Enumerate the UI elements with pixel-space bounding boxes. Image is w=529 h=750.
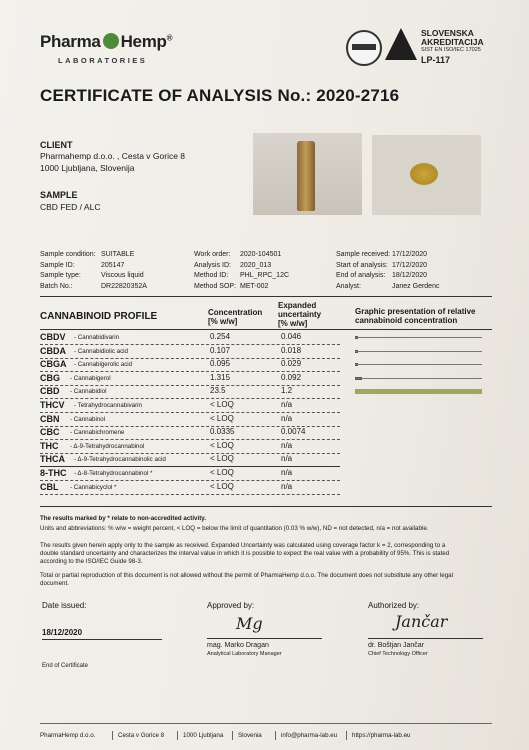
authorized-line (368, 638, 483, 639)
concentration-value: 0.0335 (210, 427, 235, 437)
row-divider (40, 385, 340, 386)
uncertainty-value: n/a (281, 481, 293, 491)
row-divider (40, 398, 340, 399)
table-bottom-divider (40, 506, 492, 507)
uncertainty-value: n/a (281, 413, 293, 423)
authorized-by-label: Authorized by: (368, 601, 420, 610)
sample-name: CBD FED / ALC (40, 202, 101, 212)
footer-divider (40, 723, 492, 724)
info-value: 2020-104501 (240, 251, 282, 258)
cannabinoid-name: - Δ-9-Tetrahydrocannabinol (70, 442, 145, 450)
graph-header: Graphic presentation of relative cannabinoid concentration (355, 307, 476, 325)
uncertainty-value: 1.2 (281, 386, 293, 396)
bar-baseline (355, 351, 482, 352)
date-issued-value: 18/12/2020 (42, 628, 83, 637)
sample-heading: SAMPLE (40, 190, 78, 200)
authorized-title: Chief Technology Officer (368, 651, 428, 657)
row-divider (40, 412, 340, 413)
info-value: DR22820352A (101, 282, 147, 290)
cannabinoid-code: THCA (40, 454, 65, 465)
info-label: Analyst: (336, 282, 361, 290)
bar-baseline (355, 364, 482, 365)
footer-item: Slovenia (238, 732, 262, 739)
client-address-line2: 1000 Ljubljana, Slovenija (40, 163, 135, 173)
row-divider (40, 480, 340, 481)
info-value: SUITABLE (101, 251, 135, 258)
uncertainty-value: 0.046 (281, 332, 302, 341)
concentration-header: Concentration [% w/w] (208, 308, 263, 326)
accreditation-code: LP-117 (421, 55, 451, 65)
note-uncertainty-2: double standard uncertainty and characterizes the interval value in which it is possible to expect the real value with a probability of 95%. This is stated (40, 550, 450, 557)
footer-separator (232, 731, 233, 740)
accreditation-logo-icon (385, 28, 417, 60)
bottle-image (297, 141, 315, 211)
approved-line (207, 638, 322, 639)
page-title: CERTIFICATE OF ANALYSIS No.: 2020-2716 (40, 86, 400, 105)
concentration-value: 0.107 (210, 345, 231, 355)
row-divider (40, 453, 340, 454)
cannabinoid-code: THC (40, 440, 59, 451)
footer-separator (275, 731, 276, 740)
date-line (42, 639, 162, 640)
pharmahemp-logo: Pharma Hemp® (40, 32, 173, 51)
authorized-name: dr. Boštjan Jančar (368, 642, 425, 649)
cannabinoid-name: - Cannabidivarin (74, 334, 120, 341)
cannabinoid-name: - Cannabichromene (70, 429, 125, 437)
cannabinoid-name: - Cannabinol (70, 415, 106, 423)
date-issued-label: Date issued: (42, 601, 87, 610)
info-value: 205147 (101, 261, 125, 269)
cannabinoid-name: - Cannabicyclol * (70, 483, 117, 491)
info-label: End of analysis: (336, 272, 386, 279)
footer-item: PharmaHemp d.o.o. (40, 732, 96, 739)
footer-item[interactable]: info@pharma-lab.eu (281, 732, 338, 739)
approved-name: mag. Marko Dragan (207, 642, 269, 649)
note-accreditation: The results marked by * relate to non-accredited activity. (40, 515, 206, 522)
row-divider (40, 494, 340, 495)
client-address-line1: Pharmahemp d.o.o. , Cesta v Gorice 8 (40, 151, 186, 161)
footer-separator (112, 731, 113, 740)
info-value: 17/12/2020 (392, 261, 428, 269)
uncertainty-header: Expanded uncertainty [% w/w] (278, 301, 322, 328)
uncertainty-value: 0.0074 (281, 427, 306, 437)
cannabinoid-code: CBG (40, 372, 60, 383)
footer-item[interactable]: https://pharma-lab.eu (352, 732, 411, 739)
leaf-icon (103, 33, 119, 49)
end-of-certificate: End of Certificate (42, 663, 89, 669)
info-label: Start of analysis: (336, 261, 388, 269)
concentration-value: 1.315 (210, 372, 231, 382)
concentration-value: 0.095 (210, 359, 231, 369)
sample-drop-photo (372, 135, 481, 215)
cannabinoid-name: - Cannabidiol (70, 388, 107, 396)
footer-item: Cesta v Gorice 8 (118, 732, 165, 739)
cannabinoid-code: CBD (40, 386, 60, 397)
accreditation-name: SLOVENSKA AKREDITACIJA (421, 28, 484, 47)
cannabinoid-code: CBDA (40, 345, 66, 356)
info-label: Method ID: (194, 272, 229, 279)
info-label: Work order: (194, 251, 231, 258)
row-divider (40, 439, 340, 440)
bar-baseline (355, 378, 482, 379)
info-value: PHL_RPC_12C (240, 272, 290, 279)
concentration-value: < LOQ (210, 481, 234, 491)
footer-separator (346, 731, 347, 740)
accreditation-standard: SIST EN ISO/IEC 17025 (421, 47, 481, 53)
cannabinoid-name: - Cannabidiolic acid (74, 347, 128, 355)
authorized-signature: Jančar (395, 612, 448, 631)
info-value: 18/12/2020 (392, 272, 428, 279)
info-label: Sample ID: (40, 261, 75, 269)
logo-subtitle: LABORATORIES (58, 56, 148, 65)
sample-bottle-photo (253, 133, 362, 215)
info-label: Batch No.: (40, 282, 73, 290)
client-heading: CLIENT (40, 140, 73, 150)
note-reproduction-1: Total or partial reproduction of this document is not allowed without the permit of PharmaHemp d.o.o. The document does not substitute any other legal (40, 572, 453, 579)
concentration-value: 23.5 (210, 386, 226, 396)
cannabinoid-name: - Δ-8-Tetrahydrocannabinol * (74, 470, 153, 477)
uncertainty-value: n/a (281, 400, 293, 409)
uncertainty-value: n/a (281, 454, 293, 464)
row-divider (40, 466, 340, 467)
info-label: Analysis ID: (194, 261, 231, 269)
concentration-value: < LOQ (210, 468, 234, 477)
approved-title: Analytical Laboratory Manager (207, 651, 282, 657)
note-units: Units and abbreviations: % w/w = weight percent, < LOQ = below the limit of quantitation (0.03 % w/w), ND = not detected, n/a = not available. (40, 525, 429, 532)
cannabinoid-code: CBC (40, 427, 60, 438)
cannabinoid-name: - Cannabigerol (70, 374, 111, 382)
bar-baseline (355, 337, 482, 338)
uncertainty-value: n/a (281, 440, 293, 450)
uncertainty-value: 0.092 (281, 372, 302, 382)
note-reproduction-2: document. (40, 580, 69, 587)
approved-signature: Mg (236, 614, 263, 633)
info-value: 17/12/2020 (392, 251, 428, 258)
cannabinoid-code: CBL (40, 481, 59, 492)
concentration-value: < LOQ (210, 413, 234, 423)
cannabinoid-name: - Cannabigerolic acid (74, 361, 133, 369)
concentration-value: 0.254 (210, 332, 231, 341)
info-label: Method SOP: (194, 282, 237, 290)
info-label: Sample condition: (40, 251, 96, 258)
cannabinoid-code: CBGA (40, 359, 67, 370)
footer-separator (177, 731, 178, 740)
uncertainty-value: 0.018 (281, 345, 302, 355)
concentration-value: < LOQ (210, 440, 234, 450)
cannabinoid-name: - Δ-9-Tetrahydrocannabinolic acid (74, 456, 166, 464)
concentration-value: < LOQ (210, 454, 234, 464)
cannabinoid-code: CBN (40, 413, 60, 424)
uncertainty-value: n/a (281, 468, 293, 477)
profile-heading: CANNABINOID PROFILE (40, 311, 158, 322)
table-header-divider (40, 329, 492, 330)
info-value: MET-002 (240, 282, 269, 290)
note-uncertainty-3: according to the ISO/IEC Guide 98-3. (40, 558, 143, 565)
info-value: Janez Gerdenc (392, 282, 440, 290)
divider (40, 296, 492, 297)
approved-by-label: Approved by: (207, 601, 255, 610)
cannabinoid-name: - Tetrahydrocannabivarin (74, 402, 142, 409)
info-label: Sample type: (40, 272, 81, 279)
uncertainty-value: 0.029 (281, 359, 302, 369)
footer-item: 1000 Ljubljana (183, 732, 224, 739)
cannabinoid-code: THCV (40, 400, 65, 410)
oil-drop-image (410, 163, 438, 185)
concentration-bar (355, 389, 482, 394)
cannabinoid-code: CBDV (40, 332, 66, 342)
cannabinoid-code: 8-THC (40, 468, 67, 478)
info-value: 2020_013 (240, 261, 272, 269)
concentration-value: < LOQ (210, 400, 234, 409)
note-uncertainty-1: The results given herein apply only to the sample as received. Expanded Uncertainty was calculated using coverage factor k = 2, corresponding to a (40, 542, 446, 549)
info-value: Viscous liquid (101, 272, 144, 279)
iso-seal-icon (346, 30, 382, 66)
info-label: Sample received: (336, 251, 391, 258)
